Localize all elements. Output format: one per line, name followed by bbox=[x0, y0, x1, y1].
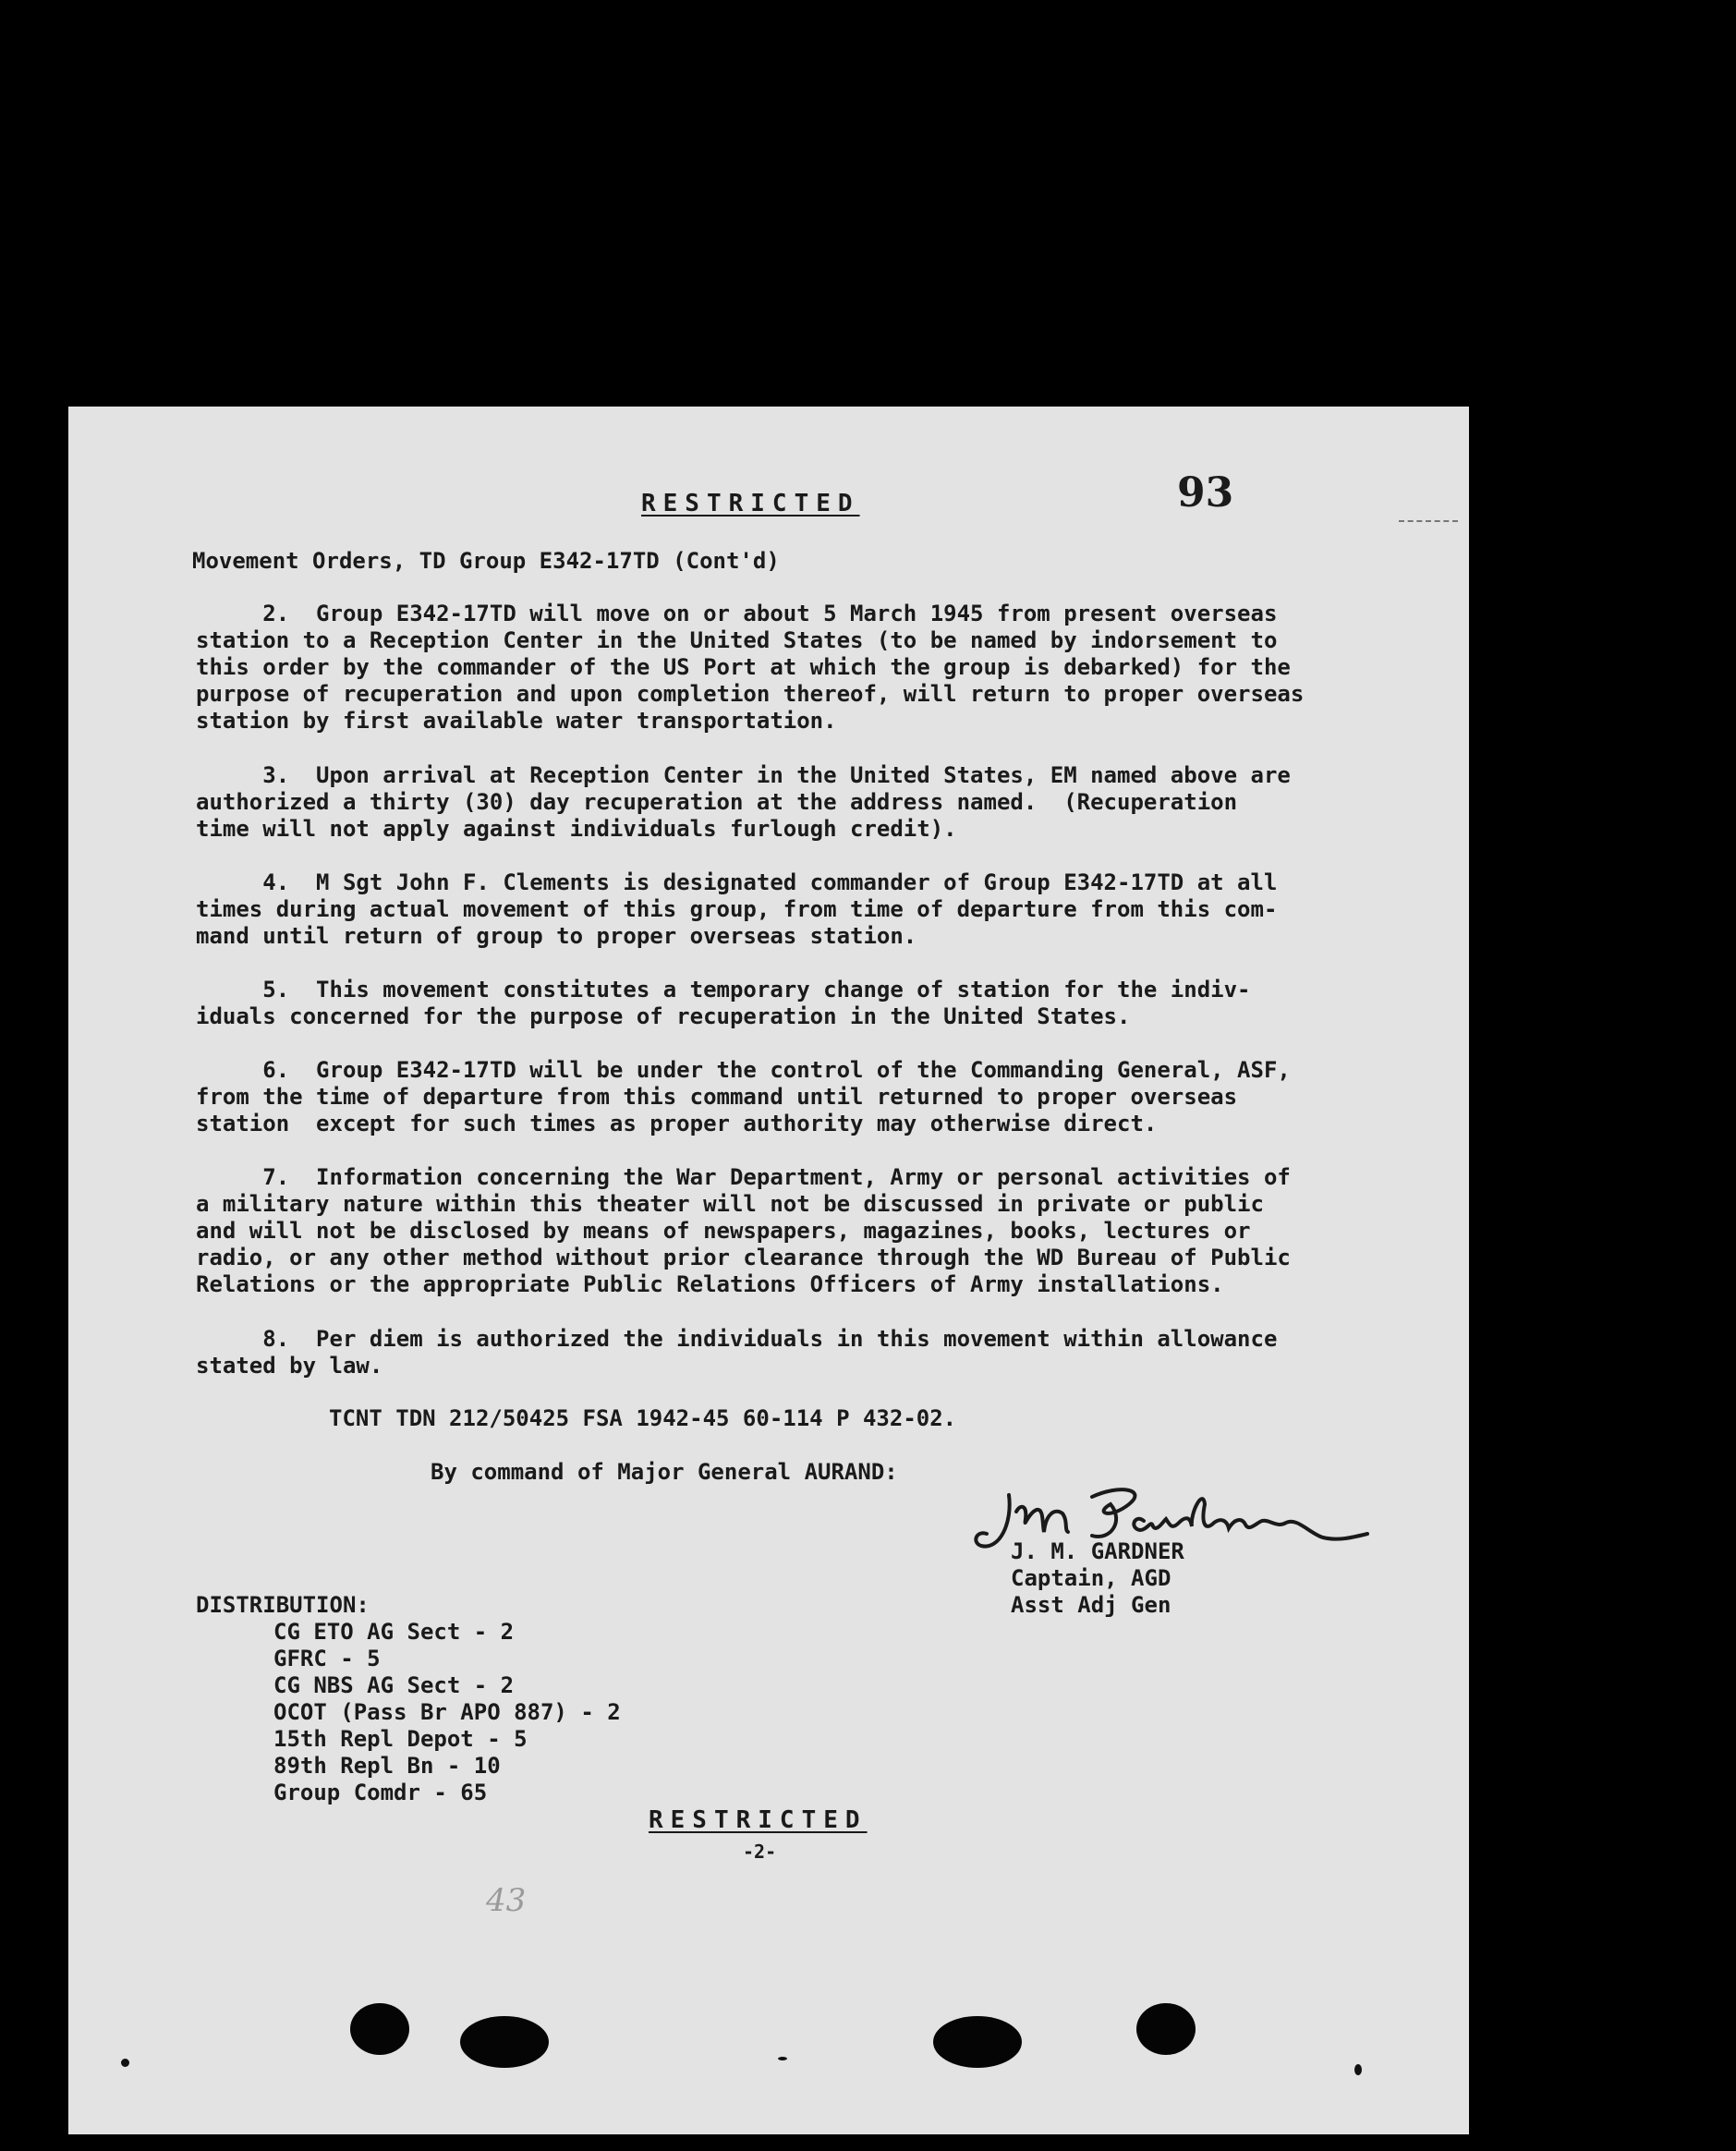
classification-footer: RESTRICTED bbox=[649, 1806, 868, 1834]
handwritten-note: 43 bbox=[486, 1882, 527, 1919]
paragraph-5: 5. This movement constitutes a temporary change of station for the indiv- iduals concerned for the purpose of recuperation in the United States. bbox=[196, 977, 1251, 1029]
fund-citation: TCNT TDN 212/50425 FSA 1942-45 60-114 P 432-02. bbox=[329, 1405, 957, 1431]
speck bbox=[1354, 2064, 1362, 2075]
punch-hole bbox=[933, 2016, 1022, 2068]
punch-hole bbox=[350, 2003, 409, 2055]
list-item: GFRC - 5 bbox=[273, 1646, 381, 1671]
paragraph-2: 2. Group E342-17TD will move on or about 5 March 1945 from present overseas station to a Reception Center in the United States (to be named by indorsement to this order by the commander of the US Port at which the group is debarked) for the purpose of recuperation and upon completion thereof, will return to proper overseas station by first available water transportation. bbox=[196, 601, 1305, 734]
list-item: Group Comdr - 65 bbox=[273, 1780, 488, 1805]
distribution-heading: DISTRIBUTION: bbox=[196, 1592, 370, 1618]
distribution-list bbox=[273, 1619, 621, 1806]
page-number: 93 bbox=[1177, 469, 1234, 516]
paragraph-8: 8. Per diem is authorized the individuals in this movement within allowance stated by law. bbox=[196, 1326, 1278, 1379]
list-item: 15th Repl Depot - 5 bbox=[273, 1726, 528, 1752]
signer-rank: Captain, AGD bbox=[1011, 1565, 1171, 1591]
speck bbox=[121, 2059, 129, 2067]
paragraph-3: 3. Upon arrival at Reception Center in the United States, EM named above are authorized a thirty (30) day recuperation at the address named. (Recuperation time will not apply against individuals furlough credit). bbox=[196, 762, 1291, 842]
punch-hole bbox=[460, 2016, 549, 2068]
list-item: CG NBS AG Sect - 2 bbox=[273, 1672, 515, 1698]
list-item: OCOT (Pass Br APO 887) - 2 bbox=[273, 1699, 621, 1725]
by-command-line: By command of Major General AURAND: bbox=[431, 1459, 898, 1485]
classification-header: RESTRICTED bbox=[641, 490, 860, 517]
signer-title: Asst Adj Gen bbox=[1011, 1592, 1171, 1618]
subject-line: Movement Orders, TD Group E342-17TD (Cont'd) bbox=[192, 548, 780, 574]
document-page bbox=[68, 407, 1469, 2134]
page-marker: -2- bbox=[743, 1841, 777, 1863]
margin-dash bbox=[1399, 520, 1458, 522]
speck bbox=[778, 2057, 787, 2060]
paragraph-7: 7. Information concerning the War Department, Army or personal activities of a military nature within this theater will not be discussed in private or public and will not be disclosed by means of newspapers, magazines, books, lectures or radio, or any other method without prior clearance through the WD Bureau of Public Relations or the appropriate Public Relations Officers of Army installations. bbox=[196, 1164, 1291, 1297]
paragraph-4: 4. M Sgt John F. Clements is designated commander of Group E342-17TD at all times during actual movement of this group, from time of departure from this com- mand until return of group to proper overseas station. bbox=[196, 869, 1278, 949]
paragraph-6: 6. Group E342-17TD will be under the control of the Commanding General, ASF, from the time of departure from this command until returned to proper overseas station except for such times as proper authority may otherwise direct. bbox=[196, 1057, 1291, 1136]
signer-name: J. M. GARDNER bbox=[1011, 1538, 1184, 1564]
list-item: CG ETO AG Sect - 2 bbox=[273, 1619, 515, 1645]
list-item: 89th Repl Bn - 10 bbox=[273, 1753, 501, 1779]
punch-hole bbox=[1136, 2003, 1196, 2055]
